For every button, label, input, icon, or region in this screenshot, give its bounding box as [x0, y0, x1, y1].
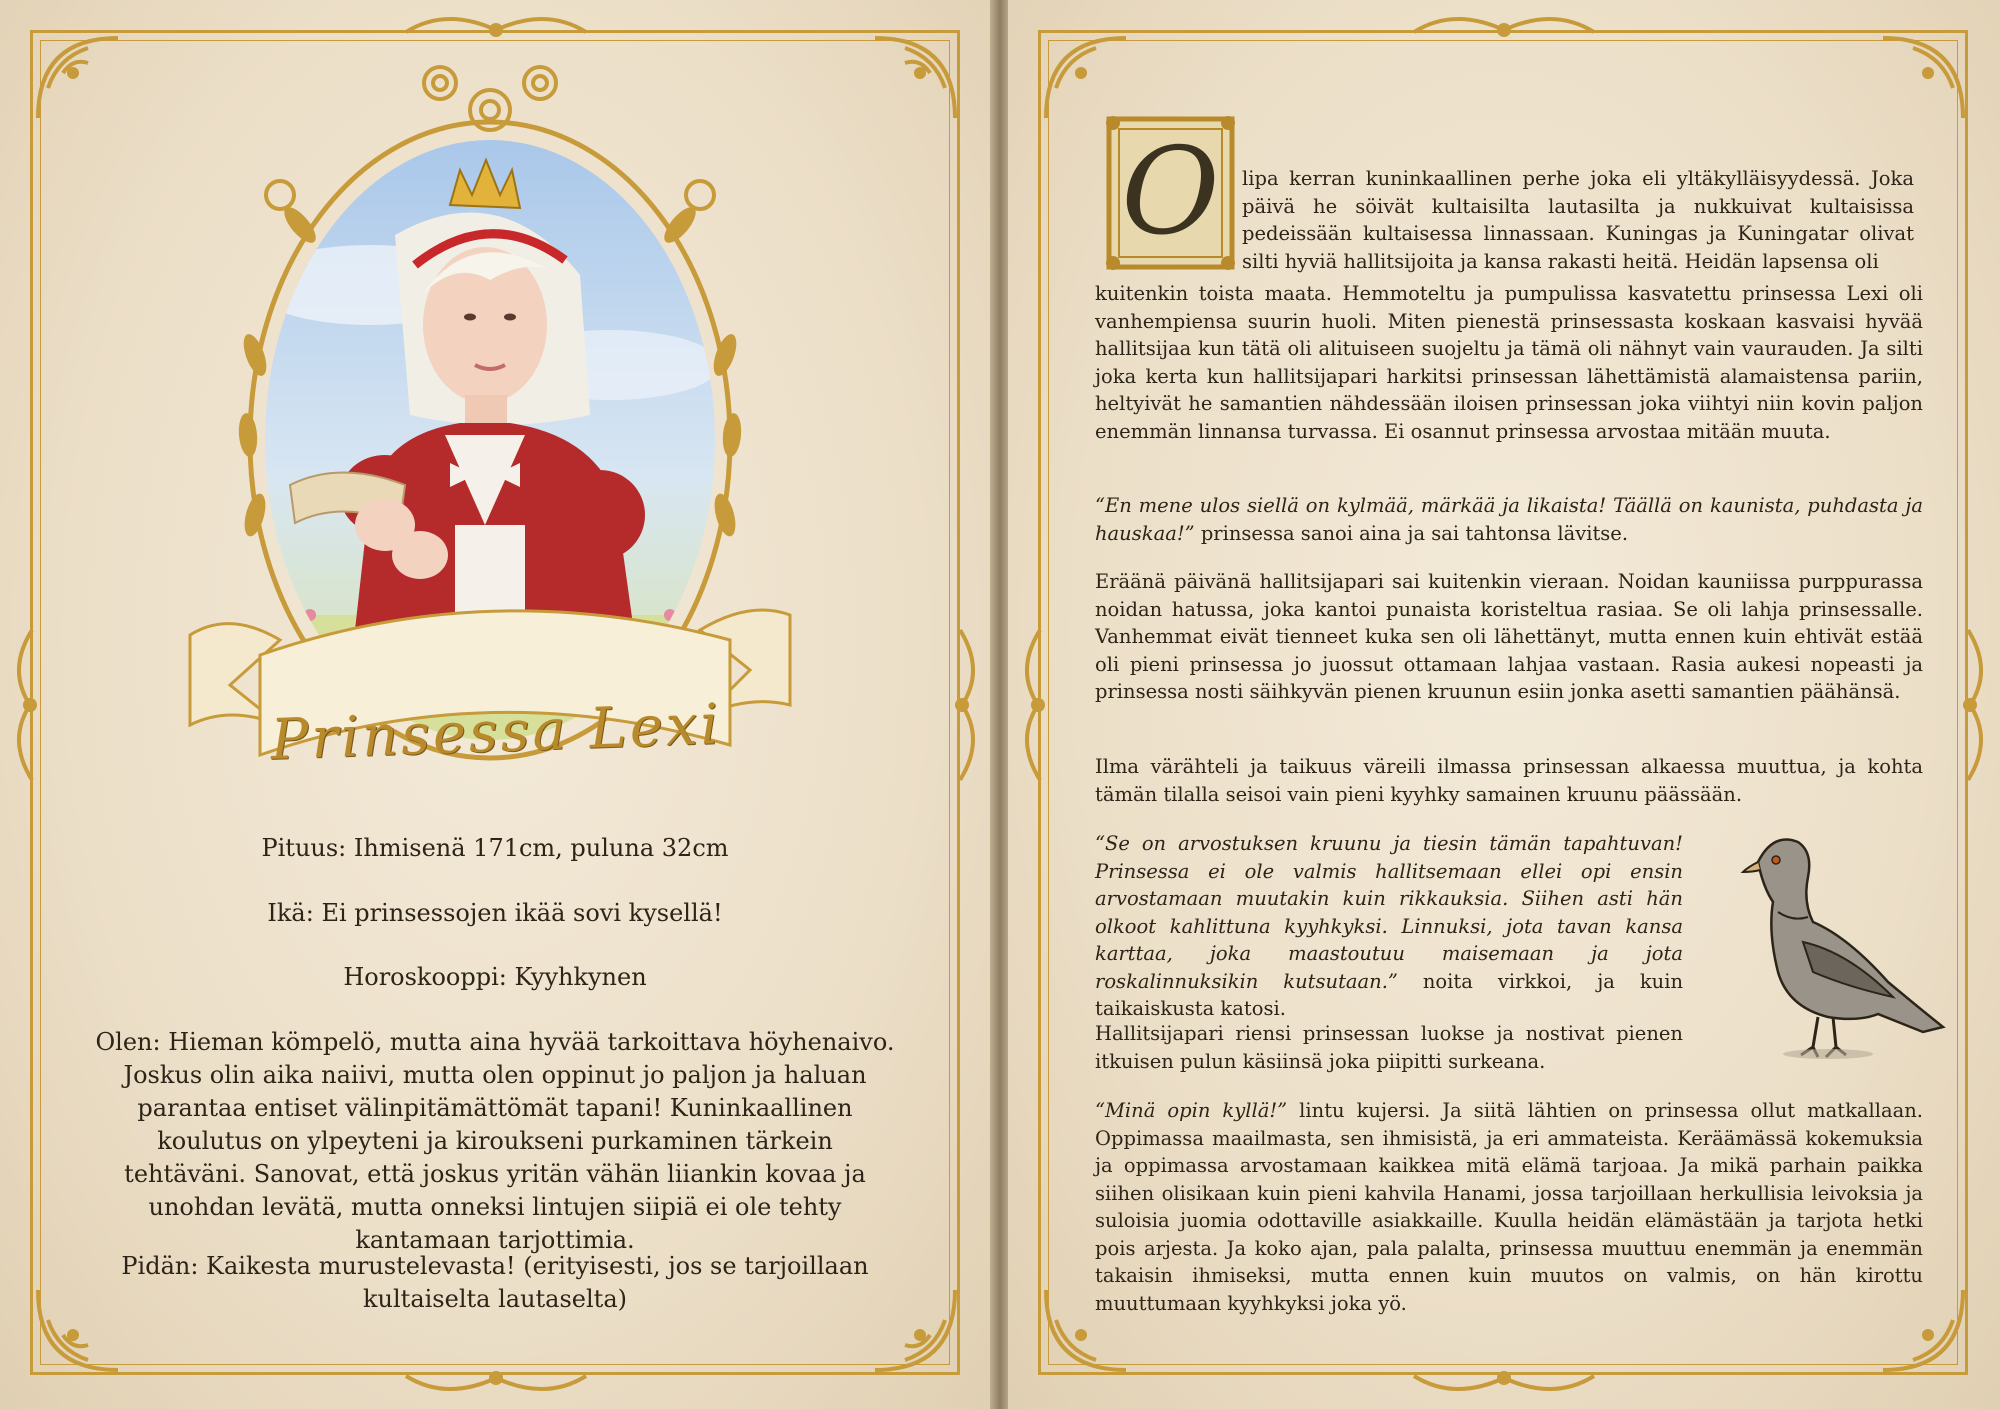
side-flourish-icon [1948, 620, 1998, 790]
bottom-center-flourish-icon [396, 1356, 596, 1406]
drop-cap-letter: O [1121, 123, 1220, 262]
corner-flourish-icon [18, 18, 138, 138]
corner-flourish-icon [1863, 18, 1983, 138]
witch-quote: “Se on arvostuksen kruunu ja tiesin tämän tapahtuvan! Prinsessa ei ole valmis hallitsemaan ellei opi ensin arvostamaan muutakin kuin rikkauksia. Siihen asti hän olkoot kahlittuna kyyhkyksi. Linnuksi, jota tavan kansa karttaa, joka maastoutuu maisemaan ja jota roskalinnuksikin kutsutaan.” [1095, 832, 1683, 993]
top-center-flourish-icon [1404, 2, 1604, 52]
story-paragraph-6: Hallitsijapari riensi prinsessan luokse ja nostivat pienen itkuisen pulun käsiinsä joka piipitti surkeana. [1095, 1022, 1683, 1073]
pigeon-illustration-icon [1718, 822, 1948, 1072]
quote-attribution: lintu kujersi. Ja siitä lähtien on prinsessa ollut matkallaan. Oppimassa maailmasta, sen ihmisistä, ja eri ammateista. Keräämässä kokemuksia ja oppimassa arvostamaan kaikkea mitä elämä tarjoaa. Ja mikä parhain paikka siihen olisikaan kuin pieni kahvila Hanami, jossa tarjoillaan herkullisia leivoksia ja suloisia juomia odottaville asiakkaille. Kuulla heidän elämästään ja tarjota hetki pois arjesta. Ja koko ajan, pala palalta, prinsessa muuttuu enemmän ja enemmän takaisin ihmiseksi, mutta ennen kuin muutos on valmis, on hän kirottu muuttumaan kyyhkyksi joka yö. [1095, 1099, 1923, 1315]
drop-cap [1103, 113, 1238, 273]
princess-quote: “En mene ulos siellä on kylmää, märkää ja likaista! Täällä on kaunista, puhdasta ja hauskaa!” [1095, 494, 1923, 545]
story-paragraph-7 [1095, 1097, 1923, 1317]
bottom-center-flourish-icon [1404, 1356, 1604, 1406]
left-page [0, 0, 992, 1409]
age-info: Ikä: Ei prinsessojen ikää sovi kysellä! [267, 899, 723, 927]
quote-attribution: noita virkkoi, ja kuin taikaiskusta katosi. [1095, 969, 1684, 1020]
book-gutter [990, 0, 1010, 1409]
top-center-flourish-icon [396, 2, 596, 52]
character-name: Prinsessa Lexi [269, 692, 723, 773]
story-paragraph-1-rest: kuitenkin toista maata. Hemmoteltu ja pumpulissa kasvatettu prinsessa Lexi oli vanhempiensa suurin huoli. Miten pienestä prinsessasta koskaan kasvaisi hyvää hallitsijaa kun tätä oli alituiseen suojeltu ja tämä oli nähnyt vain vaurauden. Ja silti joka kerta kun hallitsijapari harkitsi prinsessan lähettämistä alamaistensa pariin, heltyivät he samantien nähdessään iloisen prinsessan joka viihtyi niin kovin paljon enemmän linnansa turvassa. Ei osannut prinsessa arvostaa mitään muuta. [1095, 282, 1923, 443]
quote-attribution: prinsessa sanoi aina ja sai tahtonsa lävitse. [1194, 521, 1629, 545]
likes-info: Pidän: Kaikesta murustelevasta! (erityisesti, jos se tarjoillaan kultaiselta lautaselta) [121, 1252, 869, 1313]
height-info: Pituus: Ihmisenä 171cm, puluna 32cm [261, 834, 729, 862]
story-paragraph-3: Eräänä päivänä hallitsijapari sai kuitenkin vieraan. Noidan kauniissa purppurassa noidan hatussa, joka kantoi punaista koristeltua rasiaa. Se oli lahja prinsessalle. Vanhemmat eivät tienneet kuka sen oli lähettänyt, mutta ennen kuin ehtivät estää oli pieni prinsessa jo juossut ottamaan lahjaa vastaan. Rasia aukesi nopeasti ja prinsessa nosti säihkyvän pienen kruunun esiin jonka asetti samantien päähänsä. [1095, 570, 1923, 703]
story-paragraph-5 [1095, 830, 1683, 1023]
story-paragraph-1-start: lipa kerran kuninkaallinen perhe joka eli yltäkylläisyydessä. Joka päivä he söivät kultaisilta lautasilta ja nukkuivat kultaisissa pedeissään kultaisessa linnassaan. Kuningas ja Kuningatar olivat silti hyviä hallitsijoita ja kansa rakasti heitä. Heidän lapsensa oli [1242, 167, 1914, 273]
pigeon-quote: “Minä opin kyllä!” [1095, 1099, 1288, 1122]
story-paragraph-4: Ilma värähteli ja taikuus väreili ilmassa prinsessan alkaessa muuttua, ja kohta tämän tilalla seisoi vain pieni kyyhky samainen kruunu päässään. [1095, 755, 1923, 806]
corner-flourish-icon [855, 18, 975, 138]
horoscope-info: Horoskooppi: Kyyhkynen [343, 963, 647, 991]
side-flourish-icon [1010, 620, 1060, 790]
story-paragraph-2 [1095, 492, 1923, 547]
personality-info: Olen: Hieman kömpelö, mutta aina hyvää tarkoittava höyhenaivo. Joskus olin aika naiivi, mutta olen oppinut jo paljon ja haluan parantaa entiset välinpitämättömät tapani! Kuninkaallinen koulutus on ylpeyteni ja kiroukseni purkaminen tärkein tehtäväni. Sanovat, että joskus yritän vähän liiankin kovaa ja unohdan levätä, mutta onneksi lintujen siipiä ei ole tehty kantamaan tarjottimia. [95, 1028, 895, 1254]
